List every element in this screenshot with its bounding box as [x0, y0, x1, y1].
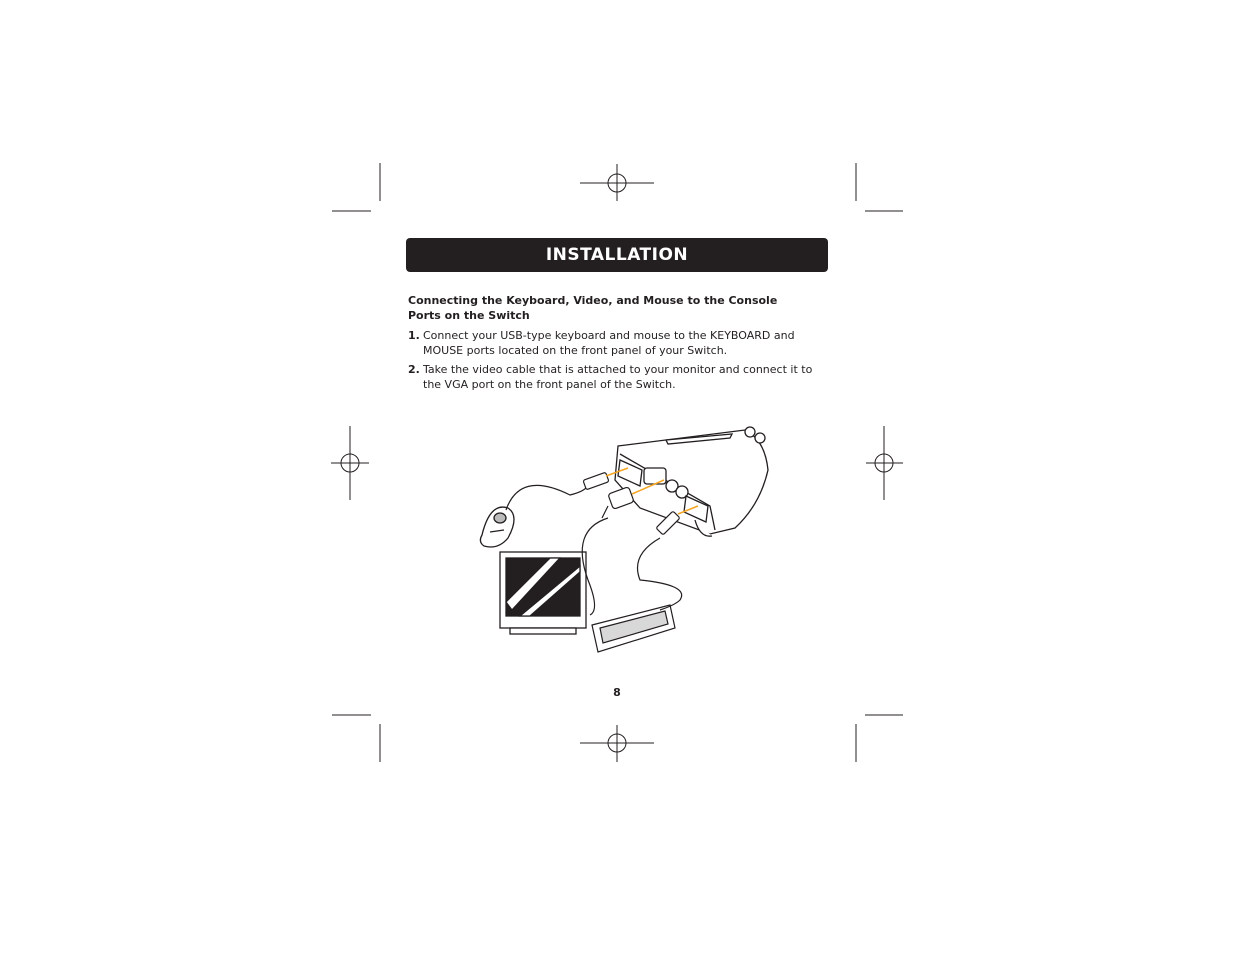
instruction-steps: [408, 328, 818, 396]
step-item: [408, 328, 818, 358]
monitor-icon: [500, 552, 586, 634]
section-heading: Connecting the Keyboard, Video, and Mouse to the Console Ports on the Switch: [408, 294, 778, 322]
step-number: 1.: [408, 329, 420, 342]
kvm-switch-icon: [615, 427, 768, 536]
section-title-banner: [406, 238, 828, 272]
step-item: [408, 362, 818, 392]
page-title: INSTALLATION: [545, 245, 689, 265]
page-number: 8: [613, 686, 621, 699]
connection-illustration: [460, 410, 800, 660]
step-text: Connect your USB-type keyboard and mouse to the KEYBOARD and MOUSE ports located on the front panel of your Switch.: [423, 329, 795, 357]
step-text: Take the video cable that is attached to your monitor and connect it to the VGA port on the front panel of the Switch.: [423, 363, 813, 391]
vga-connector-icon: [602, 487, 634, 518]
step-number: 2.: [408, 363, 420, 376]
keyboard-icon: [592, 605, 675, 652]
mouse-icon: [480, 507, 514, 547]
